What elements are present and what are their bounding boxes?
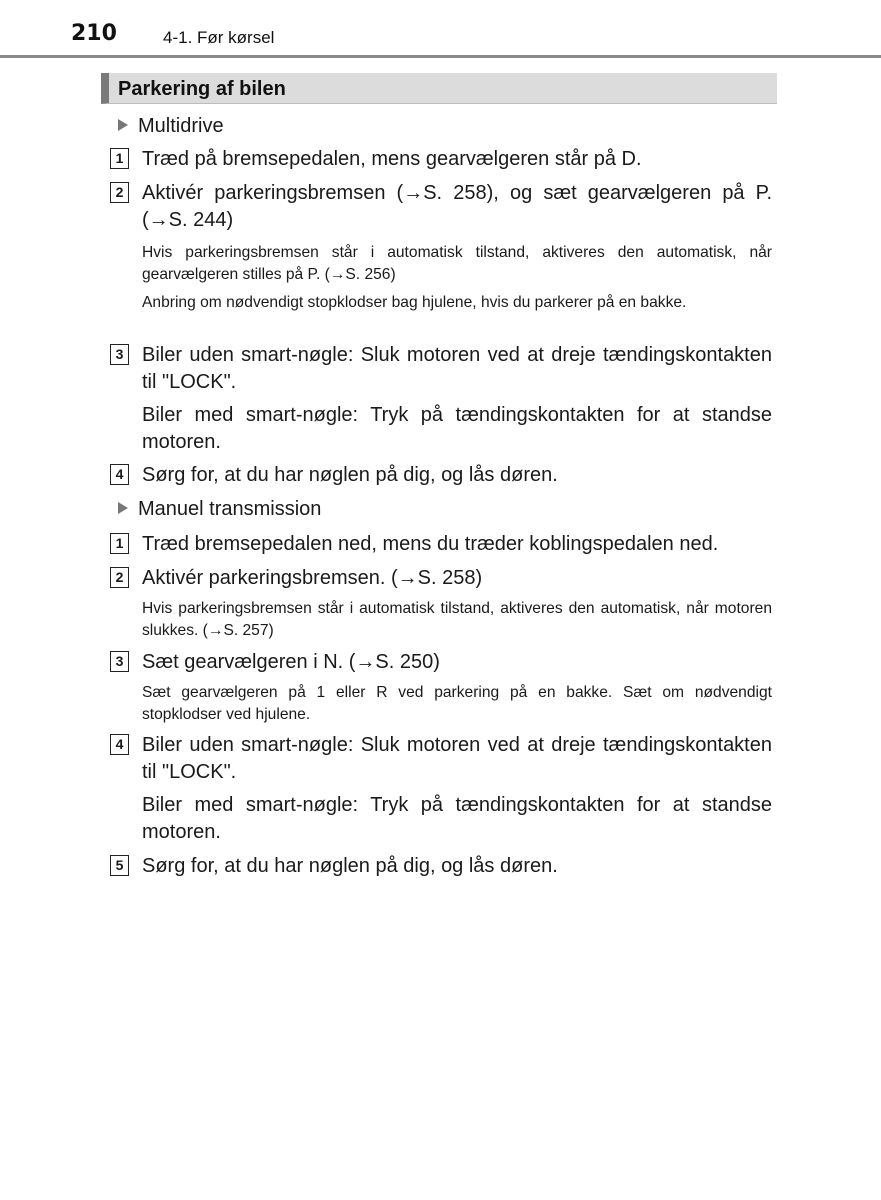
list-item xyxy=(110,146,772,173)
note-text: Anbring om nødvendigt stopklodser bag hjulene, hvis du parkerer på en bakke. xyxy=(142,294,687,311)
note-text: Sæt gearvælgeren på 1 eller R ved parkering på en bakke. Sæt om nødvendigt stopklodser ved hjulene. xyxy=(142,684,772,723)
note-text: Hvis parkeringsbremsen står i automatisk tilstand, aktiveres den automatisk, når motoren slukkes. (→S. 257) xyxy=(142,600,772,639)
step-number-badge: 5 xyxy=(110,855,129,876)
step-number-badge: 2 xyxy=(110,567,129,588)
subheading-manual xyxy=(118,497,321,521)
step-number-badge: 2 xyxy=(110,182,129,203)
triangle-bullet-icon xyxy=(118,502,128,514)
step-number-badge: 4 xyxy=(110,464,129,485)
step-paragraph: Biler med smart-nøgle: Tryk på tændingskontakten for at standse motoren. xyxy=(142,794,772,843)
step-text: Biler uden smart-nøgle: Sluk motoren ved at dreje tændingskontakten til "LOCK". xyxy=(142,344,772,393)
list-item xyxy=(110,732,772,786)
subheading-multidrive xyxy=(118,114,224,138)
header-divider xyxy=(0,55,881,58)
step-text: Sørg for, at du har nøglen på dig, og lås døren. xyxy=(142,464,558,486)
step-text: Sørg for, at du har nøglen på dig, og lås døren. xyxy=(142,855,558,877)
triangle-bullet-icon xyxy=(118,119,128,131)
step-text: Sæt gearvælgeren i N. (→S. 250) xyxy=(142,651,440,673)
note-text: Hvis parkeringsbremsen står i automatisk tilstand, aktiveres den automatisk, når gearvælgeren stilles på P. (→S. 256) xyxy=(142,244,772,283)
step-text: Aktivér parkeringsbremsen. (→S. 258) xyxy=(142,567,483,589)
list-item xyxy=(110,853,772,880)
step-number-badge: 1 xyxy=(110,533,129,554)
step-text: Biler uden smart-nøgle: Sluk motoren ved at dreje tændingskontakten til "LOCK". xyxy=(142,734,772,783)
step-number-badge: 1 xyxy=(110,148,129,169)
section-title: Parkering af bilen xyxy=(118,78,286,100)
list-item xyxy=(110,565,772,592)
step-number-badge: 4 xyxy=(110,734,129,755)
step-text: Træd bremsepedalen ned, mens du træder koblingspedalen ned. xyxy=(142,533,719,555)
chapter-heading: 4-1. Før kørsel xyxy=(163,28,275,47)
subheading-label: Multidrive xyxy=(138,115,224,137)
list-item xyxy=(110,649,772,676)
list-item xyxy=(110,462,772,489)
section-title-bar xyxy=(101,73,777,104)
step-number-badge: 3 xyxy=(110,344,129,365)
step-number-badge: 3 xyxy=(110,651,129,672)
page-number: 210 xyxy=(71,21,117,46)
step-text: Aktivér parkeringsbremsen (→S. 258), og sæt gearvælgeren på P. (→S. 244) xyxy=(142,182,772,231)
subheading-label: Manuel transmission xyxy=(138,498,322,520)
list-item xyxy=(110,180,772,234)
step-text: Træd på bremsepedalen, mens gearvælgeren står på D. xyxy=(142,148,642,170)
list-item xyxy=(110,342,772,396)
step-paragraph: Biler med smart-nøgle: Tryk på tændingskontakten for at standse motoren. xyxy=(142,404,772,453)
list-item xyxy=(110,531,772,558)
